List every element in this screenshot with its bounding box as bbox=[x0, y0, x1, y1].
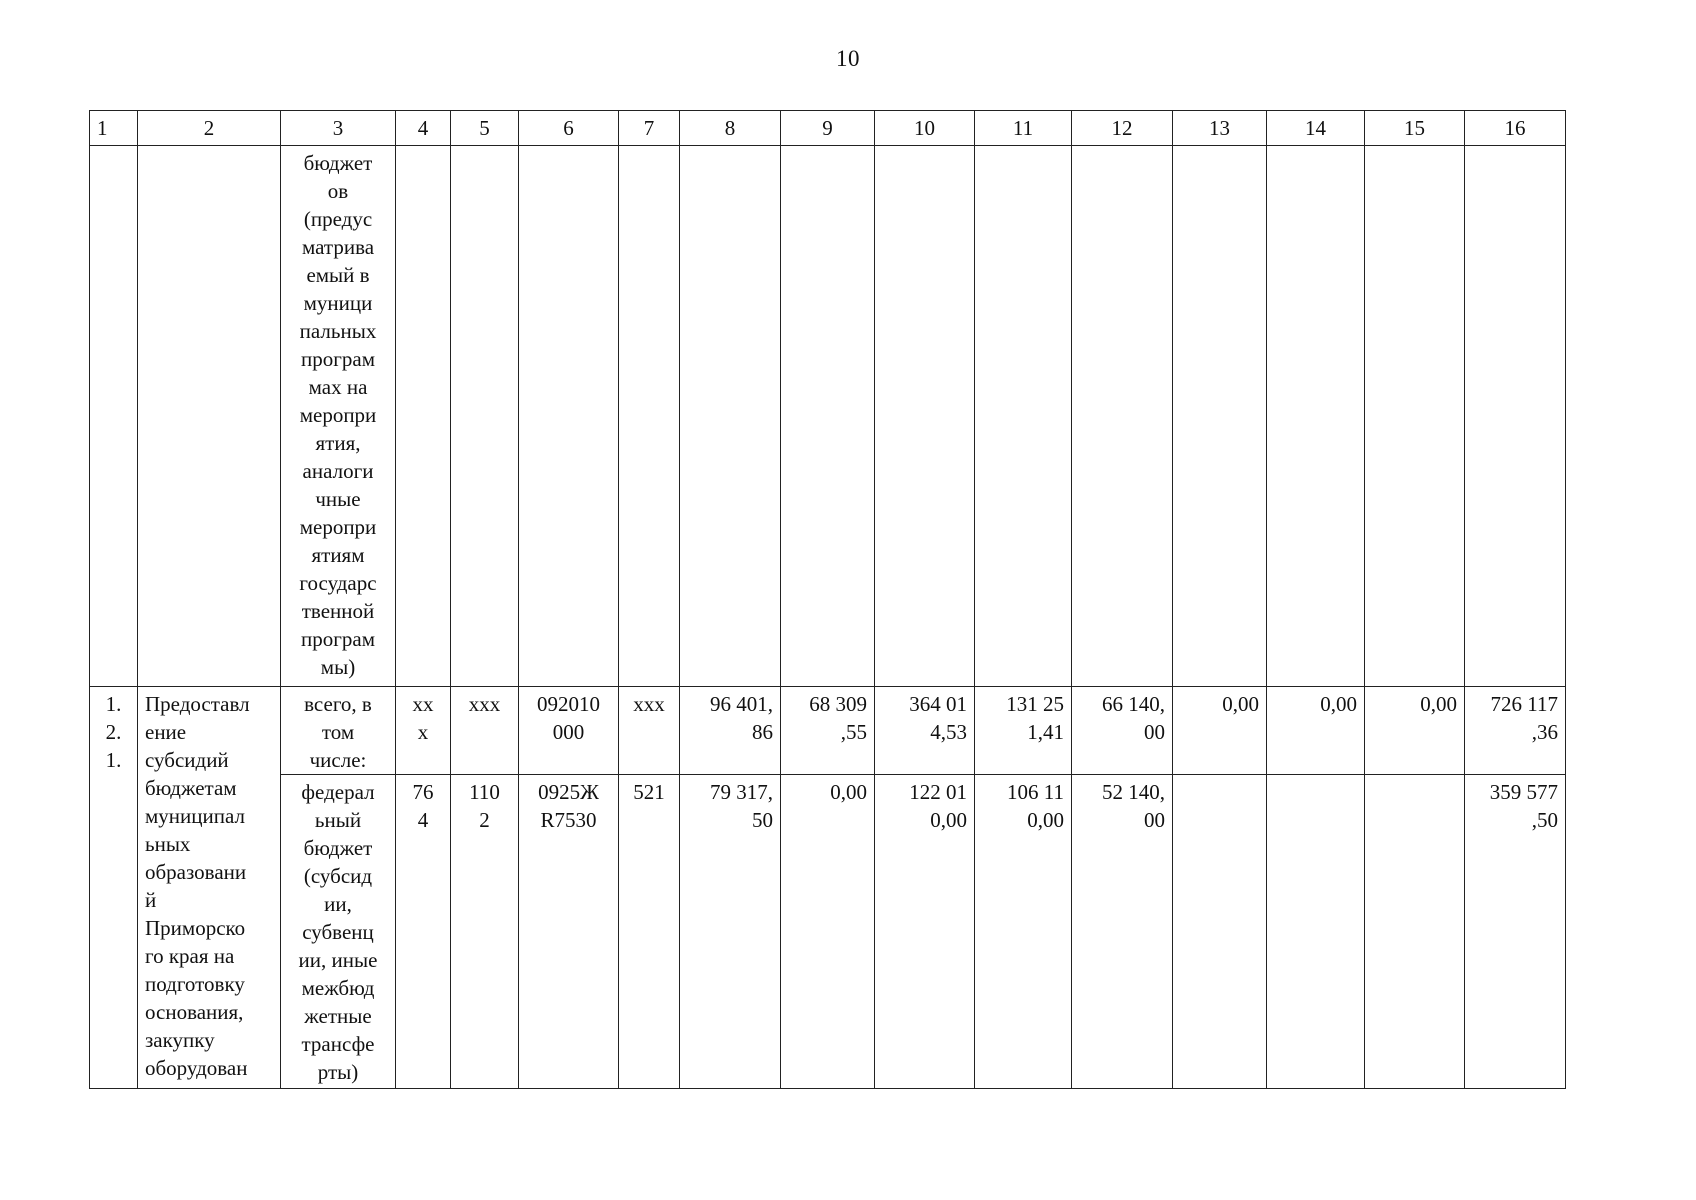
header-cell: 3 bbox=[281, 111, 396, 146]
table-cell bbox=[619, 146, 680, 687]
funding-source-cell: бюджет ов (предус матрива емый в муници пальных програм мах на меропри ятия, аналоги чные меропри ятиям государс твенной програм мы) bbox=[281, 146, 396, 687]
column-number-header-row bbox=[90, 111, 1566, 146]
page-number: 10 bbox=[836, 46, 860, 71]
header-cell: 1 bbox=[90, 111, 138, 146]
header-cell: 2 bbox=[138, 111, 281, 146]
amount-cell: 96 401, 86 bbox=[680, 687, 781, 775]
federal-budget-row bbox=[90, 775, 1566, 1089]
amount-cell: 0,00 bbox=[1173, 687, 1267, 775]
target-article-cell: 092010 000 bbox=[519, 687, 619, 775]
section-code-cell: ххх bbox=[451, 687, 519, 775]
table-cell bbox=[396, 146, 451, 687]
total-amount-cell: 726 117 ,36 bbox=[1465, 687, 1566, 775]
table-cell bbox=[1173, 146, 1267, 687]
measure-number-cell: 1. 2. 1. bbox=[90, 687, 138, 1089]
table-cell bbox=[1072, 146, 1173, 687]
table-cell bbox=[138, 146, 281, 687]
section-code-cell: 110 2 bbox=[451, 775, 519, 1089]
header-cell: 10 bbox=[875, 111, 975, 146]
header-cell: 6 bbox=[519, 111, 619, 146]
header-cell: 11 bbox=[975, 111, 1072, 146]
total-amount-cell: 359 577 ,50 bbox=[1465, 775, 1566, 1089]
funding-source-cell: федерал ьный бюджет (субсид ии, субвенц ии, иные межбюд жетные трансфе рты) bbox=[281, 775, 396, 1089]
header-cell: 4 bbox=[396, 111, 451, 146]
table-cell bbox=[1267, 146, 1365, 687]
header-cell: 7 bbox=[619, 111, 680, 146]
header-cell: 12 bbox=[1072, 111, 1173, 146]
grbs-code-cell: 76 4 bbox=[396, 775, 451, 1089]
header-cell: 5 bbox=[451, 111, 519, 146]
amount-cell: 79 317, 50 bbox=[680, 775, 781, 1089]
expense-type-cell: ххх bbox=[619, 687, 680, 775]
amount-cell: 131 25 1,41 bbox=[975, 687, 1072, 775]
table-cell bbox=[875, 146, 975, 687]
measure-name-cell: Предоставл ение субсидий бюджетам муниципал ьных образовани й Приморско го края на подготовку основания, закупку оборудован bbox=[138, 687, 281, 1089]
table-cell bbox=[680, 146, 781, 687]
header-cell: 14 bbox=[1267, 111, 1365, 146]
amount-cell: 0,00 bbox=[781, 775, 875, 1089]
amount-cell: 106 11 0,00 bbox=[975, 775, 1072, 1089]
funding-source-cell: всего, в том числе: bbox=[281, 687, 396, 775]
header-cell: 9 bbox=[781, 111, 875, 146]
amount-cell bbox=[1267, 775, 1365, 1089]
expense-type-cell: 521 bbox=[619, 775, 680, 1089]
table-cell bbox=[451, 146, 519, 687]
amount-cell: 52 140, 00 bbox=[1072, 775, 1173, 1089]
header-cell: 15 bbox=[1365, 111, 1465, 146]
amount-cell bbox=[1173, 775, 1267, 1089]
continuation-row bbox=[90, 146, 1566, 687]
amount-cell: 364 01 4,53 bbox=[875, 687, 975, 775]
table-cell bbox=[781, 146, 875, 687]
measure-total-row bbox=[90, 687, 1566, 775]
amount-cell: 122 01 0,00 bbox=[875, 775, 975, 1089]
amount-cell: 0,00 bbox=[1267, 687, 1365, 775]
amount-cell bbox=[1365, 775, 1465, 1089]
table-cell bbox=[975, 146, 1072, 687]
budget-table bbox=[89, 110, 1566, 1089]
header-cell: 13 bbox=[1173, 111, 1267, 146]
table-cell bbox=[1465, 146, 1566, 687]
grbs-code-cell: хх х bbox=[396, 687, 451, 775]
table-cell bbox=[90, 146, 138, 687]
amount-cell: 68 309 ,55 bbox=[781, 687, 875, 775]
amount-cell: 0,00 bbox=[1365, 687, 1465, 775]
table-cell bbox=[519, 146, 619, 687]
target-article-cell: 0925Ж R7530 bbox=[519, 775, 619, 1089]
header-cell: 8 bbox=[680, 111, 781, 146]
amount-cell: 66 140, 00 bbox=[1072, 687, 1173, 775]
header-cell: 16 bbox=[1465, 111, 1566, 146]
table-cell bbox=[1365, 146, 1465, 687]
